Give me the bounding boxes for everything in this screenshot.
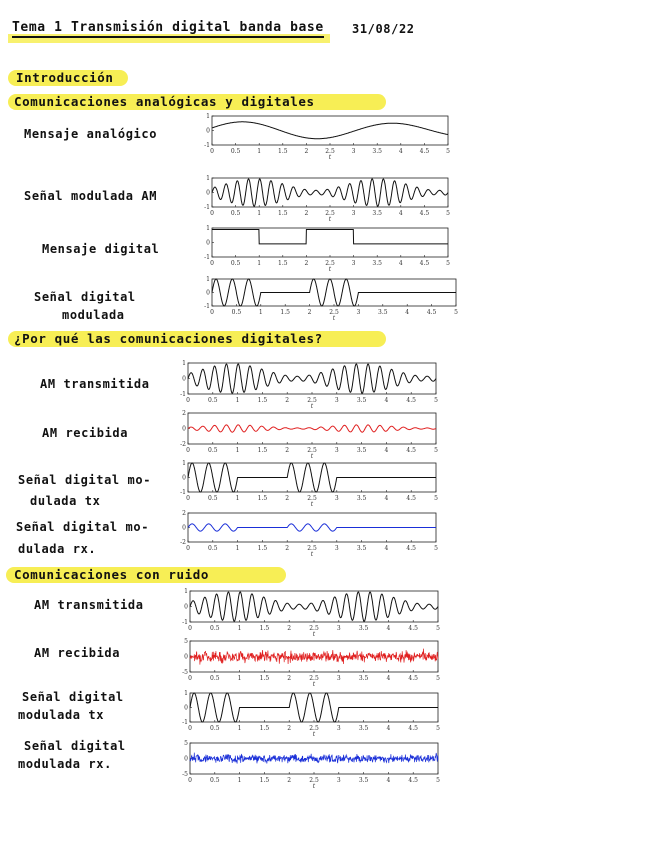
y-tick-label: -1 — [182, 619, 188, 626]
x-tick-label: 0 — [210, 309, 214, 316]
x-tick-label: 1 — [257, 260, 262, 267]
y-tick-label: 1 — [206, 175, 210, 182]
label-dig-rx-2: dulada rx. — [18, 542, 97, 556]
y-tick-label: 2 — [182, 510, 186, 517]
plot-digital-message — [200, 225, 450, 273]
x-tick-label: 2.5 — [325, 210, 335, 217]
x-tick-label: 0.5 — [210, 675, 220, 682]
x-tick-label: 3 — [336, 675, 341, 682]
x-tick-label: 4.5 — [408, 725, 418, 732]
plot-digital-modulated — [200, 276, 458, 322]
x-tick-label: 5 — [434, 545, 438, 552]
section-comms: Comunicaciones analógicas y digitales — [14, 94, 315, 109]
x-tick-label: 5 — [434, 447, 438, 454]
x-tick-label: 5 — [434, 495, 438, 502]
x-tick-label: 4 — [398, 210, 403, 217]
x-tick-label: 2.5 — [309, 725, 319, 732]
x-tick-label: 4.5 — [408, 625, 418, 632]
x-tick-label: 0 — [186, 545, 190, 552]
x-tick-label: 4.5 — [406, 397, 416, 404]
x-tick-label: 2 — [285, 495, 290, 502]
label-am-tx-noise: AM transmitida — [34, 598, 144, 612]
x-axis-label: t — [310, 453, 314, 460]
y-tick-label: -5 — [182, 771, 188, 778]
x-tick-label: 3.5 — [372, 148, 382, 155]
plot-am-signal — [200, 175, 450, 223]
label-dig-tx-2: dulada tx — [30, 494, 101, 508]
x-tick-label: 3 — [336, 725, 341, 732]
x-tick-label: 0 — [210, 148, 214, 155]
x-tick-label: 5 — [434, 397, 438, 404]
x-tick-label: 2.5 — [309, 625, 319, 632]
y-tick-label: 5 — [184, 740, 188, 747]
x-tick-label: 0.5 — [208, 545, 218, 552]
x-tick-label: 2 — [304, 210, 309, 217]
plot-am-tx-noise — [178, 588, 440, 638]
x-axis-label: t — [310, 551, 314, 558]
label-dig-rx-1: Señal digital mo- — [16, 520, 150, 534]
x-axis-label: t — [312, 681, 316, 688]
x-tick-label: 0.5 — [208, 397, 218, 404]
x-tick-label: 3.5 — [372, 260, 382, 267]
x-tick-label: 4 — [386, 777, 391, 784]
x-tick-label: 1 — [237, 725, 242, 732]
plot-dig-tx — [176, 460, 438, 508]
x-tick-label: 3.5 — [358, 777, 369, 784]
label-dig-rx-noise-1: Señal digital — [24, 739, 126, 753]
x-tick-label: 2 — [307, 309, 312, 316]
x-tick-label: 5 — [446, 148, 450, 155]
x-tick-label: 0 — [188, 725, 192, 732]
y-tick-label: -1 — [204, 303, 210, 310]
y-tick-label: 1 — [182, 360, 186, 367]
x-tick-label: 0 — [186, 447, 190, 454]
x-tick-label: 2 — [285, 447, 290, 454]
y-tick-label: 1 — [206, 276, 210, 283]
x-axis-label: t — [310, 501, 314, 508]
x-tick-label: 0 — [210, 260, 214, 267]
x-tick-label: 0.5 — [230, 210, 241, 217]
x-tick-label: 1.5 — [280, 309, 290, 316]
x-tick-label: 1.5 — [278, 148, 288, 155]
x-tick-label: 4.5 — [408, 777, 418, 784]
x-tick-label: 4 — [386, 725, 391, 732]
x-tick-label: 2.5 — [325, 148, 335, 155]
x-tick-label: 1 — [257, 210, 262, 217]
x-tick-label: 2 — [304, 148, 309, 155]
x-tick-label: 4 — [384, 447, 389, 454]
y-tick-label: 0 — [182, 474, 186, 482]
label-dig-tx-noise-1: Señal digital — [22, 690, 124, 704]
y-tick-label: 0 — [184, 755, 188, 763]
x-tick-label: 0.5 — [208, 447, 218, 454]
x-tick-label: 2.5 — [307, 545, 317, 552]
x-tick-label: 2 — [285, 545, 290, 552]
label-dig-tx-1: Señal digital mo- — [18, 473, 152, 487]
plot-dig-rx-noise — [178, 740, 440, 790]
x-tick-label: 3 — [336, 625, 341, 632]
x-tick-label: 3.5 — [356, 495, 367, 502]
x-tick-label: 1 — [235, 495, 240, 502]
x-tick-label: 4 — [398, 148, 403, 155]
x-tick-label: 1 — [258, 309, 263, 316]
x-tick-label: 0 — [188, 625, 192, 632]
x-tick-label: 4.5 — [419, 210, 430, 217]
x-tick-label: 4.5 — [406, 545, 416, 552]
x-tick-label: 3.5 — [358, 675, 369, 682]
page-date: 31/08/22 — [352, 22, 415, 36]
x-tick-label: 5 — [446, 260, 450, 267]
x-tick-label: 3.5 — [356, 397, 367, 404]
plot-am-tx — [176, 360, 438, 410]
x-tick-label: 4 — [384, 495, 389, 502]
plot-dig-tx-noise — [178, 690, 440, 738]
x-tick-label: 1.5 — [257, 447, 268, 454]
y-tick-label: -5 — [182, 669, 188, 676]
x-tick-label: 4 — [384, 545, 389, 552]
y-tick-label: -2 — [180, 539, 186, 546]
y-tick-label: -2 — [180, 441, 186, 448]
x-tick-label: 2 — [287, 625, 292, 632]
y-tick-label: -1 — [180, 489, 186, 496]
y-tick-label: 1 — [184, 690, 188, 697]
y-tick-label: -1 — [204, 204, 210, 211]
section-noise: Comunicaciones con ruido — [14, 567, 210, 582]
x-tick-label: 4.5 — [406, 447, 416, 454]
x-tick-label: 1.5 — [257, 495, 268, 502]
y-tick-label: -1 — [180, 391, 186, 398]
x-tick-label: 3 — [334, 397, 339, 404]
section-intro: Introducción — [16, 70, 114, 85]
x-tick-label: 4 — [405, 309, 410, 316]
x-tick-label: 2.5 — [325, 260, 335, 267]
y-tick-label: -1 — [204, 254, 210, 261]
x-tick-label: 2.5 — [307, 447, 317, 454]
x-tick-label: 0 — [186, 495, 190, 502]
x-tick-label: 3 — [336, 777, 341, 784]
x-tick-label: 3.5 — [358, 725, 369, 732]
x-tick-label: 3.5 — [356, 545, 367, 552]
plot-dig-rx — [176, 510, 438, 558]
x-axis-label: t — [332, 315, 336, 322]
y-tick-label: 1 — [184, 588, 188, 595]
x-tick-label: 1.5 — [278, 260, 288, 267]
x-tick-label: 2.5 — [309, 777, 319, 784]
y-tick-label: 1 — [206, 225, 210, 232]
x-tick-label: 0.5 — [231, 309, 242, 316]
x-tick-label: 0.5 — [230, 148, 241, 155]
x-tick-label: 4.5 — [408, 675, 418, 682]
y-tick-label: 1 — [182, 460, 186, 467]
x-tick-label: 3 — [356, 309, 361, 316]
x-axis-label: t — [312, 731, 316, 738]
x-tick-label: 0.5 — [210, 625, 220, 632]
x-tick-label: 1 — [257, 148, 262, 155]
x-tick-label: 4 — [384, 397, 389, 404]
x-tick-label: 1 — [235, 447, 240, 454]
x-axis-label: t — [328, 216, 332, 223]
x-axis-label: t — [328, 266, 332, 273]
x-tick-label: 0.5 — [210, 777, 220, 784]
plot-am-rx — [176, 410, 438, 460]
x-tick-label: 1 — [237, 625, 242, 632]
x-axis-label: t — [328, 154, 332, 161]
x-tick-label: 4.5 — [419, 148, 430, 155]
x-tick-label: 3 — [334, 545, 339, 552]
label-digital-modulated-2: modulada — [62, 308, 125, 322]
x-tick-label: 1 — [235, 397, 240, 404]
y-tick-label: 0 — [206, 289, 210, 297]
x-tick-label: 2.5 — [307, 495, 317, 502]
page-title: Tema 1 Transmisión digital banda base — [12, 20, 324, 38]
y-tick-label: 0 — [206, 239, 210, 247]
x-tick-label: 4.5 — [419, 260, 430, 267]
label-am-rx: AM recibida — [42, 426, 129, 440]
x-axis-label: t — [310, 403, 314, 410]
x-tick-label: 1 — [237, 777, 242, 784]
label-dig-tx-noise-2: modulada tx — [18, 708, 105, 722]
x-tick-label: 1 — [235, 545, 240, 552]
x-tick-label: 1.5 — [278, 210, 288, 217]
x-tick-label: 3 — [351, 148, 356, 155]
y-tick-label: 0 — [206, 127, 210, 135]
x-tick-label: 1 — [237, 675, 242, 682]
label-digital-modulated-1: Señal digital — [34, 290, 136, 304]
x-tick-label: 4 — [386, 675, 391, 682]
y-tick-label: 0 — [184, 704, 188, 712]
x-tick-label: 1.5 — [259, 625, 270, 632]
x-tick-label: 2 — [287, 725, 292, 732]
plot-analog-message — [200, 113, 450, 161]
y-tick-label: 0 — [182, 425, 186, 433]
label-am-signal: Señal modulada AM — [24, 189, 158, 203]
x-tick-label: 2.5 — [307, 397, 317, 404]
section-why: ¿Por qué las comunicaciones digitales? — [14, 331, 323, 346]
x-tick-label: 4.5 — [426, 309, 437, 316]
x-tick-label: 1.5 — [257, 397, 268, 404]
label-am-tx: AM transmitida — [40, 377, 150, 391]
x-axis-label: t — [312, 631, 316, 638]
x-tick-label: 2 — [287, 675, 292, 682]
x-tick-label: 4 — [398, 260, 403, 267]
label-dig-rx-noise-2: modulada rx. — [18, 757, 112, 771]
y-tick-label: 0 — [182, 524, 186, 532]
y-tick-label: 0 — [184, 653, 188, 661]
x-tick-label: 3 — [334, 447, 339, 454]
y-tick-label: 0 — [182, 375, 186, 383]
x-axis-label: t — [312, 783, 316, 790]
y-tick-label: 0 — [184, 603, 188, 611]
x-tick-label: 1.5 — [257, 545, 268, 552]
x-tick-label: 5 — [446, 210, 450, 217]
x-tick-label: 5 — [454, 309, 458, 316]
x-tick-label: 0 — [188, 675, 192, 682]
x-tick-label: 0 — [186, 397, 190, 404]
y-tick-label: -1 — [204, 142, 210, 149]
x-tick-label: 3.5 — [372, 210, 382, 217]
x-tick-label: 0.5 — [208, 495, 218, 502]
x-tick-label: 0.5 — [210, 725, 220, 732]
x-tick-label: 2 — [285, 397, 290, 404]
y-tick-label: 1 — [206, 113, 210, 120]
label-analog-message: Mensaje analógico — [24, 127, 158, 141]
label-am-rx-noise: AM recibida — [34, 646, 121, 660]
x-tick-label: 3.5 — [378, 309, 388, 316]
plot-frame — [212, 228, 448, 257]
x-tick-label: 0.5 — [230, 260, 241, 267]
y-tick-label: 5 — [184, 638, 188, 645]
x-tick-label: 3 — [351, 260, 356, 267]
x-tick-label: 1.5 — [259, 675, 270, 682]
x-tick-label: 4 — [386, 625, 391, 632]
x-tick-label: 4.5 — [406, 495, 416, 502]
x-tick-label: 2 — [287, 777, 292, 784]
y-tick-label: 0 — [206, 189, 210, 197]
x-tick-label: 1.5 — [259, 725, 270, 732]
x-tick-label: 0 — [210, 210, 214, 217]
x-tick-label: 3.5 — [356, 447, 367, 454]
x-tick-label: 2 — [304, 260, 309, 267]
x-tick-label: 3 — [351, 210, 356, 217]
x-tick-label: 5 — [436, 777, 440, 784]
x-tick-label: 5 — [436, 675, 440, 682]
x-tick-label: 3 — [334, 495, 339, 502]
x-tick-label: 3.5 — [358, 625, 369, 632]
label-digital-message: Mensaje digital — [42, 242, 160, 256]
x-tick-label: 5 — [436, 625, 440, 632]
plot-frame — [212, 116, 448, 145]
x-tick-label: 5 — [436, 725, 440, 732]
x-tick-label: 2.5 — [309, 675, 319, 682]
plot-am-rx-noise — [178, 638, 440, 688]
y-tick-label: -1 — [182, 719, 188, 726]
x-tick-label: 2.5 — [329, 309, 339, 316]
y-tick-label: 2 — [182, 410, 186, 417]
x-tick-label: 0 — [188, 777, 192, 784]
x-tick-label: 1.5 — [259, 777, 270, 784]
